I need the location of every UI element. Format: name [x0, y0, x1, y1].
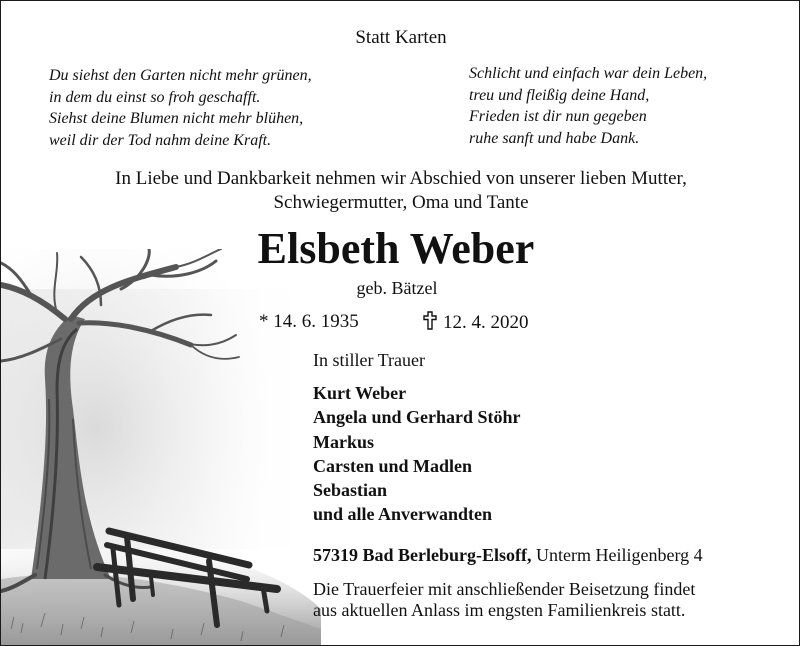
address-city: 57319 Bad Berleburg-Elsoff,	[313, 545, 532, 565]
poem-left	[49, 65, 312, 151]
notice-line: aus aktuellen Anlass im engsten Familienkreis statt.	[313, 600, 686, 620]
poem-right	[469, 63, 707, 149]
mourner: Sebastian	[313, 480, 388, 501]
intro-line: In Liebe und Dankbarkeit nehmen wir Abschied von unserer lieben Mutter,	[115, 168, 687, 189]
header-statt-karten: Statt Karten	[355, 27, 447, 48]
address	[313, 545, 703, 566]
poem-right-line: Schlicht und einfach war dein Leben,	[469, 65, 708, 82]
poem-left-line: weil dir der Tod nahm deine Kraft.	[49, 131, 272, 149]
poem-right-line: treu und fleißig deine Hand,	[469, 86, 650, 104]
tree-and-bench-illustration	[1, 249, 321, 646]
poem-left-line: Du siehst den Garten nicht mehr grünen,	[49, 67, 312, 84]
poem-left-line: Siehst deine Blumen nicht mehr blühen,	[49, 110, 304, 127]
death-date-group	[423, 311, 529, 334]
cross-icon	[423, 311, 437, 330]
deceased-name: Elsbeth Weber	[257, 224, 535, 273]
poem-right-line: ruhe sanft und habe Dank.	[469, 129, 640, 147]
mourner: Angela und Gerhard Stöhr	[313, 407, 521, 428]
mourner: Markus	[313, 431, 375, 452]
poem-left-line: in dem du einst so froh geschafft.	[49, 88, 261, 106]
mourners-list	[313, 381, 521, 527]
funeral-notice	[313, 579, 695, 621]
intro-line: Schwiegermutter, Oma und Tante	[273, 192, 529, 213]
mourner: Carsten und Madlen	[313, 455, 473, 476]
death-date: 12. 4. 2020	[443, 312, 529, 333]
mourner: Kurt Weber	[313, 383, 407, 403]
intro-text	[1, 167, 800, 215]
address-street: Unterm Heiligenberg 4	[536, 545, 703, 565]
maiden-name: geb. Bätzel	[356, 278, 438, 298]
notice-line: Die Trauerfeier mit anschließender Beisetzung findet	[313, 579, 696, 599]
mourner: und alle Anverwandten	[313, 504, 493, 525]
birth-date: * 14. 6. 1935	[259, 311, 359, 332]
poem-right-line: Frieden ist dir nun gegeben	[469, 108, 647, 125]
mourning-label: In stiller Trauer	[313, 350, 425, 370]
